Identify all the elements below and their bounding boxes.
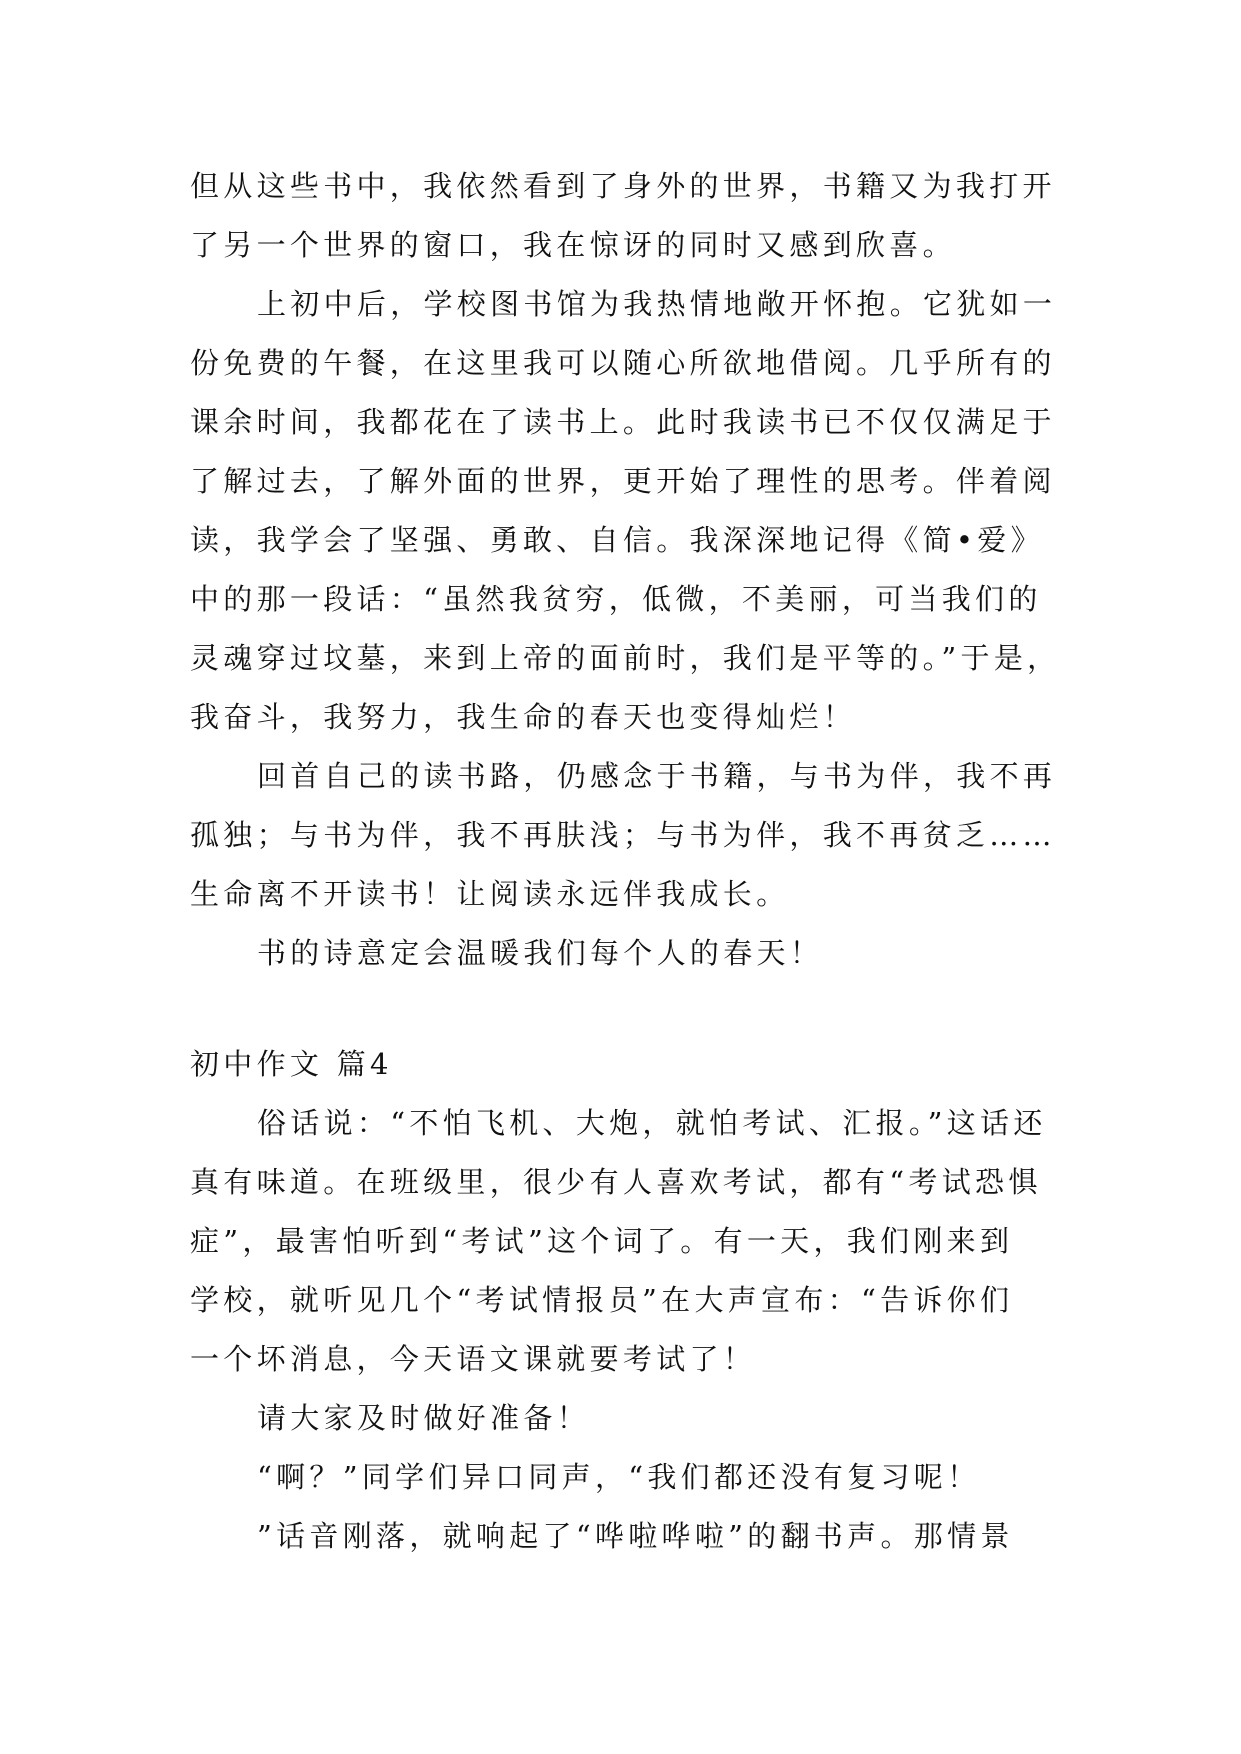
paragraph-line: 份免费的午餐，在这里我可以随心所欲地借阅。几乎所有的 <box>190 346 1056 380</box>
paragraph-line: 了解过去，了解外面的世界，更开始了理性的思考。伴着阅 <box>190 464 1056 498</box>
paragraph <box>190 1507 1110 1566</box>
paragraph <box>190 1389 1110 1448</box>
paragraph-line: 孤独；与书为伴，我不再肤浅；与书为伴，我不再贫乏…… <box>190 818 1056 852</box>
paragraph-line: 读，我学会了坚强、勇敢、自信。我深深地记得《简•爱》 <box>190 523 1044 557</box>
paragraph-line: 课余时间，我都花在了读书上。此时我读书已不仅仅满足于 <box>190 405 1056 439</box>
paragraph-line: 一个坏消息，今天语文课就要考试了！ <box>190 1342 757 1376</box>
paragraph <box>190 924 1110 983</box>
paragraph-line: 学校，就听见几个“考试情报员”在大声宣布：“告诉你们 <box>190 1283 1014 1317</box>
paragraph-line: 俗话说：“不怕飞机、大炮，就怕考试、汇报。”这话还 <box>257 1106 1047 1140</box>
paragraph-line: 真有味道。在班级里，很少有人喜欢考试，都有“考试恐惧 <box>190 1165 1042 1199</box>
paragraph-line: 书的诗意定会温暖我们每个人的春天！ <box>257 936 824 970</box>
paragraph-line: 灵魂穿过坟墓，来到上帝的面前时，我们是平等的。”于是， <box>190 641 1061 675</box>
paragraph-line: ”话音刚落，就响起了“哗啦哗啦”的翻书声。那情景 <box>257 1519 1014 1553</box>
section-spacer <box>190 983 1110 1035</box>
paragraph-line: 上初中后，学校图书馆为我热情地敞开怀抱。它犹如一 <box>257 287 1057 321</box>
paragraph-line: 回首自己的读书路，仍感念于书籍，与书为伴，我不再 <box>257 759 1057 793</box>
paragraph <box>190 1094 1110 1389</box>
paragraph-line: 我奋斗，我努力，我生命的春天也变得灿烂！ <box>190 700 857 734</box>
paragraph-line: “啊？”同学们异口同声，“我们都还没有复习呢！ <box>257 1460 981 1494</box>
paragraph-line: 但从这些书中，我依然看到了身外的世界，书籍又为我打开 <box>190 169 1056 203</box>
paragraph <box>190 157 1110 275</box>
paragraph <box>190 275 1110 747</box>
paragraph <box>190 747 1110 924</box>
paragraph-line: 了另一个世界的窗口，我在惊讶的同时又感到欣喜。 <box>190 228 956 262</box>
paragraph-line: 请大家及时做好准备！ <box>257 1401 591 1435</box>
paragraph-line: 生命离不开读书！让阅读永远伴我成长。 <box>190 877 790 911</box>
paragraph-line: 中的那一段话：“虽然我贫穷，低微，不美丽，可当我们的 <box>190 582 1042 616</box>
paragraph-line: 症”，最害怕听到“考试”这个词了。有一天，我们刚来到 <box>190 1224 1014 1258</box>
paragraph <box>190 1448 1110 1507</box>
document-body <box>190 157 1110 1566</box>
section-heading: 初中作文 篇4 <box>190 1047 393 1081</box>
